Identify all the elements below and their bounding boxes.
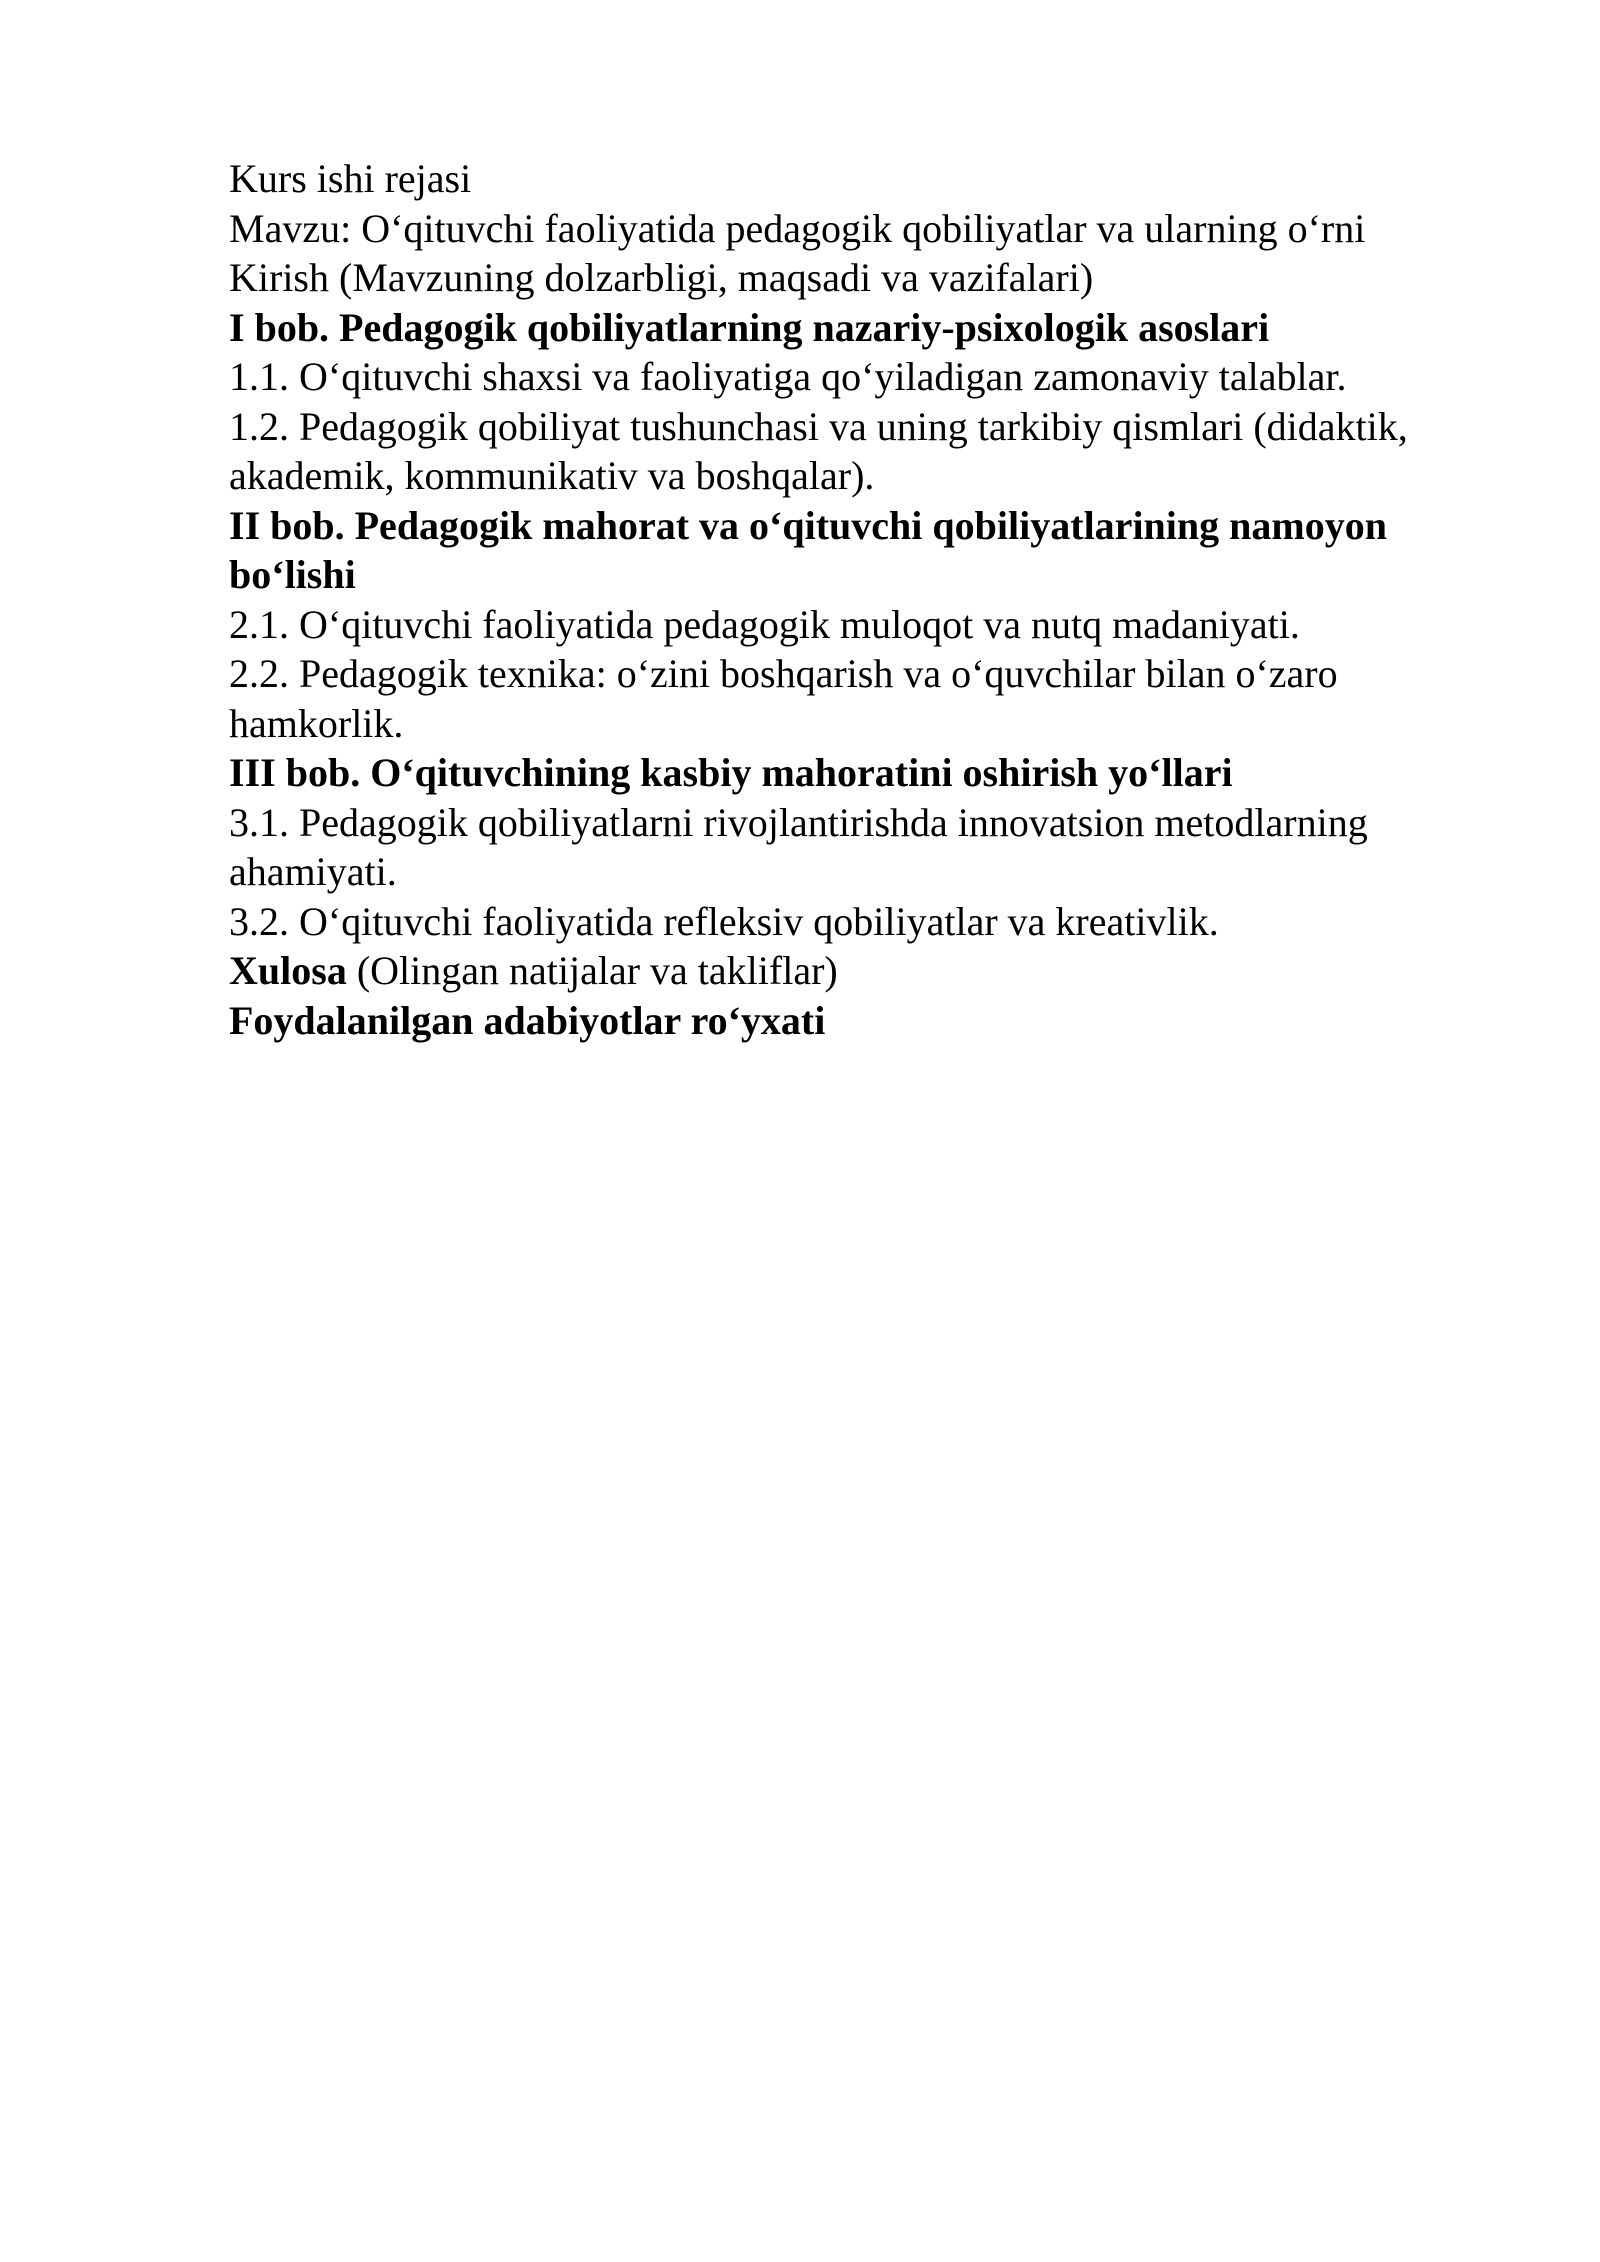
chapter-3-heading: III bob. O‘qituvchining kasbiy mahoratini oshirish yo‘llari — [229, 750, 1233, 795]
chapter-1-item-1: 1.1. O‘qituvchi shaxsi va faoliyatiga qo‘yiladigan zamonaviy talablar. — [229, 354, 1347, 399]
document-title: Kurs ishi rejasi — [229, 156, 472, 201]
intro-line: Kirish (Mavzuning dolzarbligi, maqsadi va vazifalari) — [229, 255, 1094, 300]
chapter-3-item-1: 3.1. Pedagogik qobiliyatlarni rivojlantirishda innovatsion metodlarning ahamiyati. — [229, 799, 1368, 894]
references-heading: Foydalanilgan adabiyotlar ro‘yxati — [229, 997, 826, 1043]
chapter-1-heading: I bob. Pedagogik qobiliyatlarning nazariy-psixologik asoslari — [229, 304, 1270, 350]
conclusion-label: Xulosa — [229, 948, 347, 993]
chapter-2-item-1: 2.1. O‘qituvchi faoliyatida pedagogik muloqot va nutq madaniyati. — [229, 601, 1300, 647]
chapter-2-item-2: 2.2. Pedagogik texnika: o‘zini boshqarish va o‘quvchilar bilan o‘zaro hamkorlik. — [229, 651, 1338, 746]
document-body — [229, 154, 1489, 1045]
conclusion-line — [229, 946, 1489, 996]
chapter-3-item-2: 3.2. O‘qituvchi faoliyatida refleksiv qobiliyatlar va kreativlik. — [229, 898, 1219, 944]
chapter-2-heading: II bob. Pedagogik mahorat va o‘qituvchi qobiliyatlarining namoyon bo‘lishi — [229, 502, 1387, 597]
chapter-1-item-2: 1.2. Pedagogik qobiliyat tushunchasi va uning tarkibiy qismlari (didaktik, akademik, kommunikativ va boshqalar). — [229, 403, 1408, 498]
topic-line: Mavzu: O‘qituvchi faoliyatida pedagogik qobiliyatlar va ularning o‘rni — [229, 205, 1366, 251]
conclusion-note: (Olingan natijalar va takliflar) — [346, 948, 838, 993]
